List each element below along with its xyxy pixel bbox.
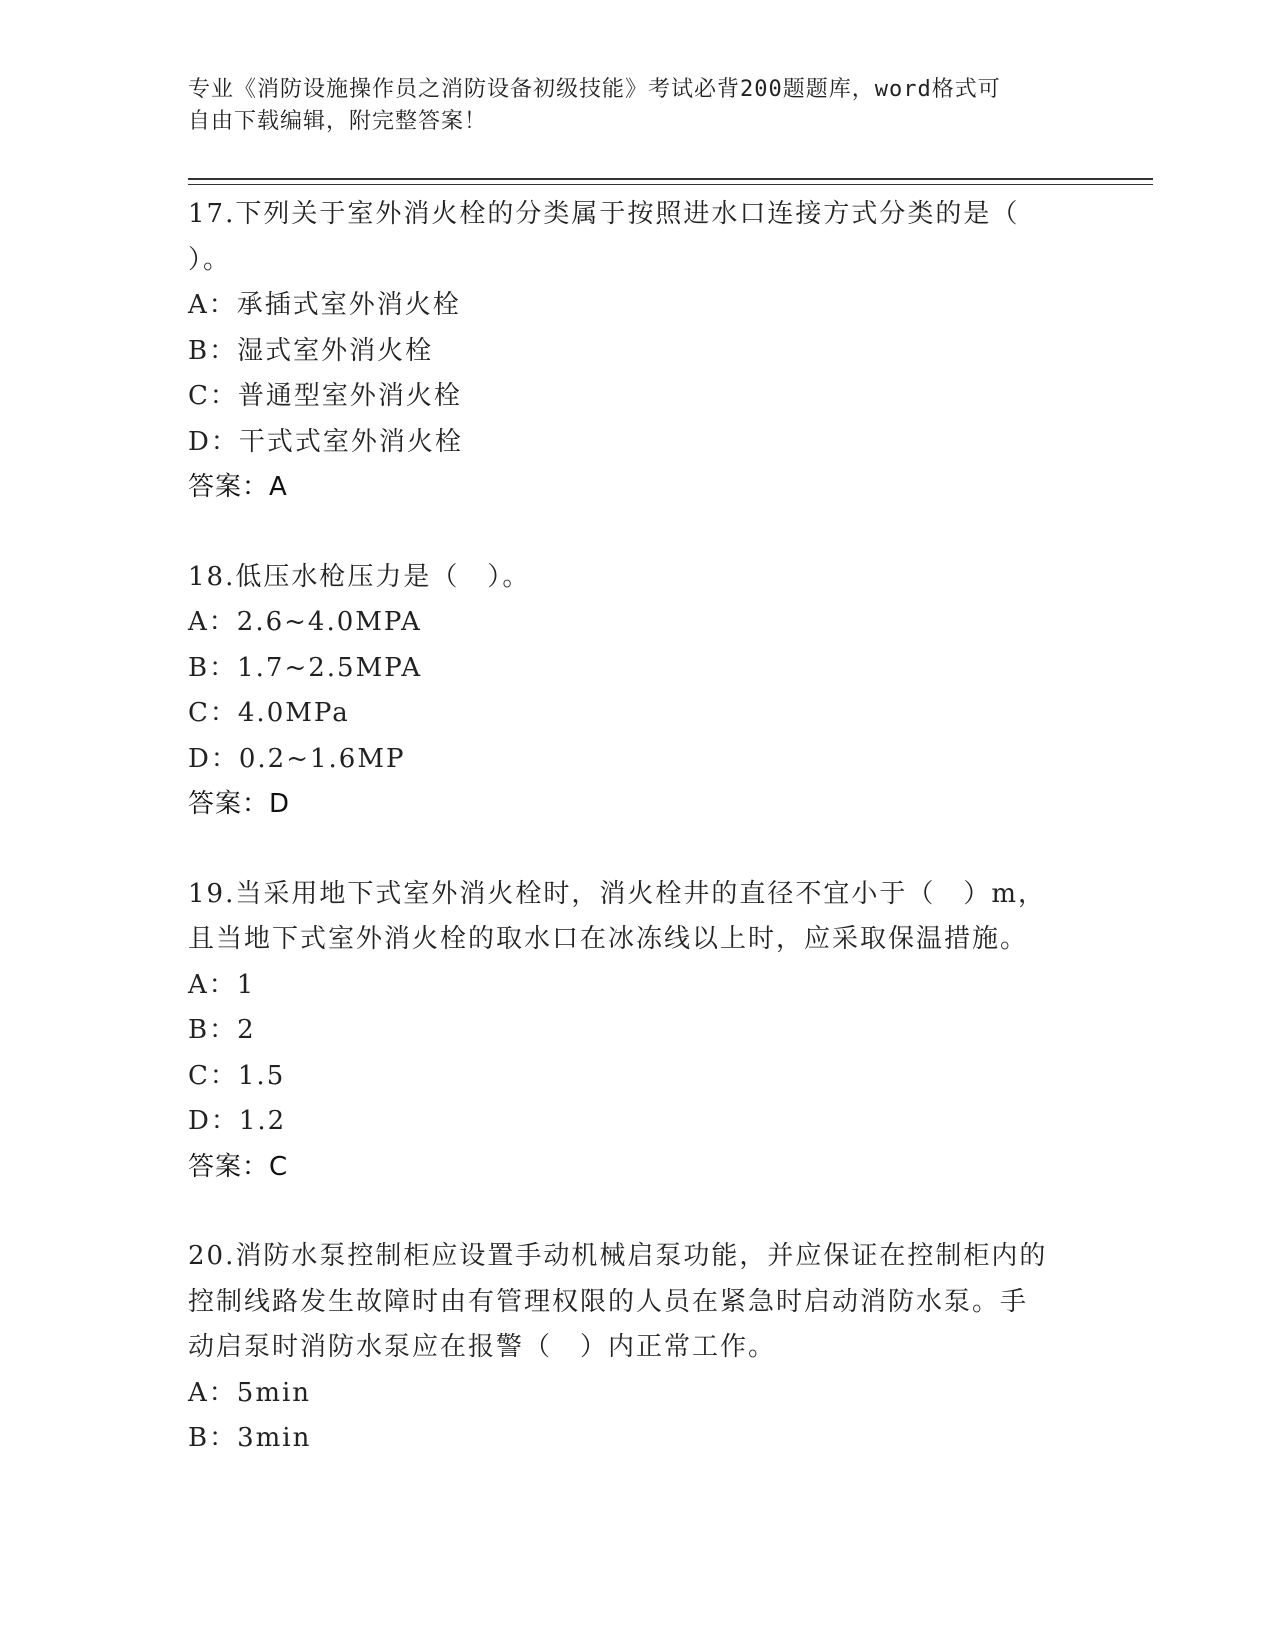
- question-list: [188, 192, 1088, 1506]
- option-b: B：湿式室外消火栓: [188, 335, 434, 366]
- document-header: [188, 74, 1068, 138]
- option-a: A：1: [188, 969, 256, 1000]
- option-d: D：干式式室外消火栓: [188, 426, 463, 457]
- header-divider-thin: [188, 184, 1153, 185]
- header-divider-thick: [188, 178, 1153, 180]
- question-text-line: ）。: [188, 244, 232, 275]
- question-text-line: 20.消防水泵控制柜应设置手动机械启泵功能，并应保证在控制柜内的: [188, 1241, 1048, 1271]
- option-a: A：2.6~4.0MPA: [188, 607, 422, 637]
- option-c: C：普通型室外消火栓: [188, 381, 462, 411]
- option-b: B：3min: [188, 1423, 312, 1453]
- question-18: [188, 555, 1088, 828]
- option-a: A：承插式室外消火栓: [188, 290, 461, 320]
- option-b: B：1.7~2.5MPA: [188, 652, 423, 683]
- option-d: D：0.2~1.6MP: [188, 743, 406, 774]
- question-19: [188, 872, 1088, 1191]
- header-line-2: 自由下载编辑，附完整答案！: [188, 109, 488, 134]
- question-text-line: 17.下列关于室外消火栓的分类属于按照进水口连接方式分类的是（: [188, 199, 1020, 229]
- question-20: [188, 1234, 1088, 1462]
- answer-line: 答案：A: [188, 472, 288, 502]
- option-c: C：1.5: [188, 1060, 286, 1091]
- question-text-line: 动启泵时消防水泵应在报警（ ）内正常工作。: [188, 1332, 777, 1362]
- question-text-line: 18.低压水枪压力是（ ）。: [188, 561, 531, 592]
- header-line-1: 专业《消防设施操作员之消防设备初级技能》考试必背200题题库，word格式可: [188, 77, 1001, 102]
- question-17: [188, 192, 1088, 511]
- option-d: D：1.2: [188, 1106, 287, 1136]
- question-text-line: 19.当采用地下式室外消火栓时，消火栓井的直径不宜小于（ ）m，: [188, 878, 1047, 909]
- question-text-line: 且当地下式室外消火栓的取水口在冰冻线以上时，应采取保温措施。: [188, 924, 1029, 954]
- answer-line: 答案：C: [188, 1151, 289, 1182]
- option-b: B：2: [188, 1015, 256, 1045]
- question-text-line: 控制线路发生故障时由有管理权限的人员在紧急时启动消防水泵。手: [188, 1286, 1029, 1317]
- answer-line: 答案：D: [188, 789, 291, 819]
- option-a: A：5min: [188, 1377, 312, 1408]
- option-c: C：4.0MPa: [188, 698, 350, 728]
